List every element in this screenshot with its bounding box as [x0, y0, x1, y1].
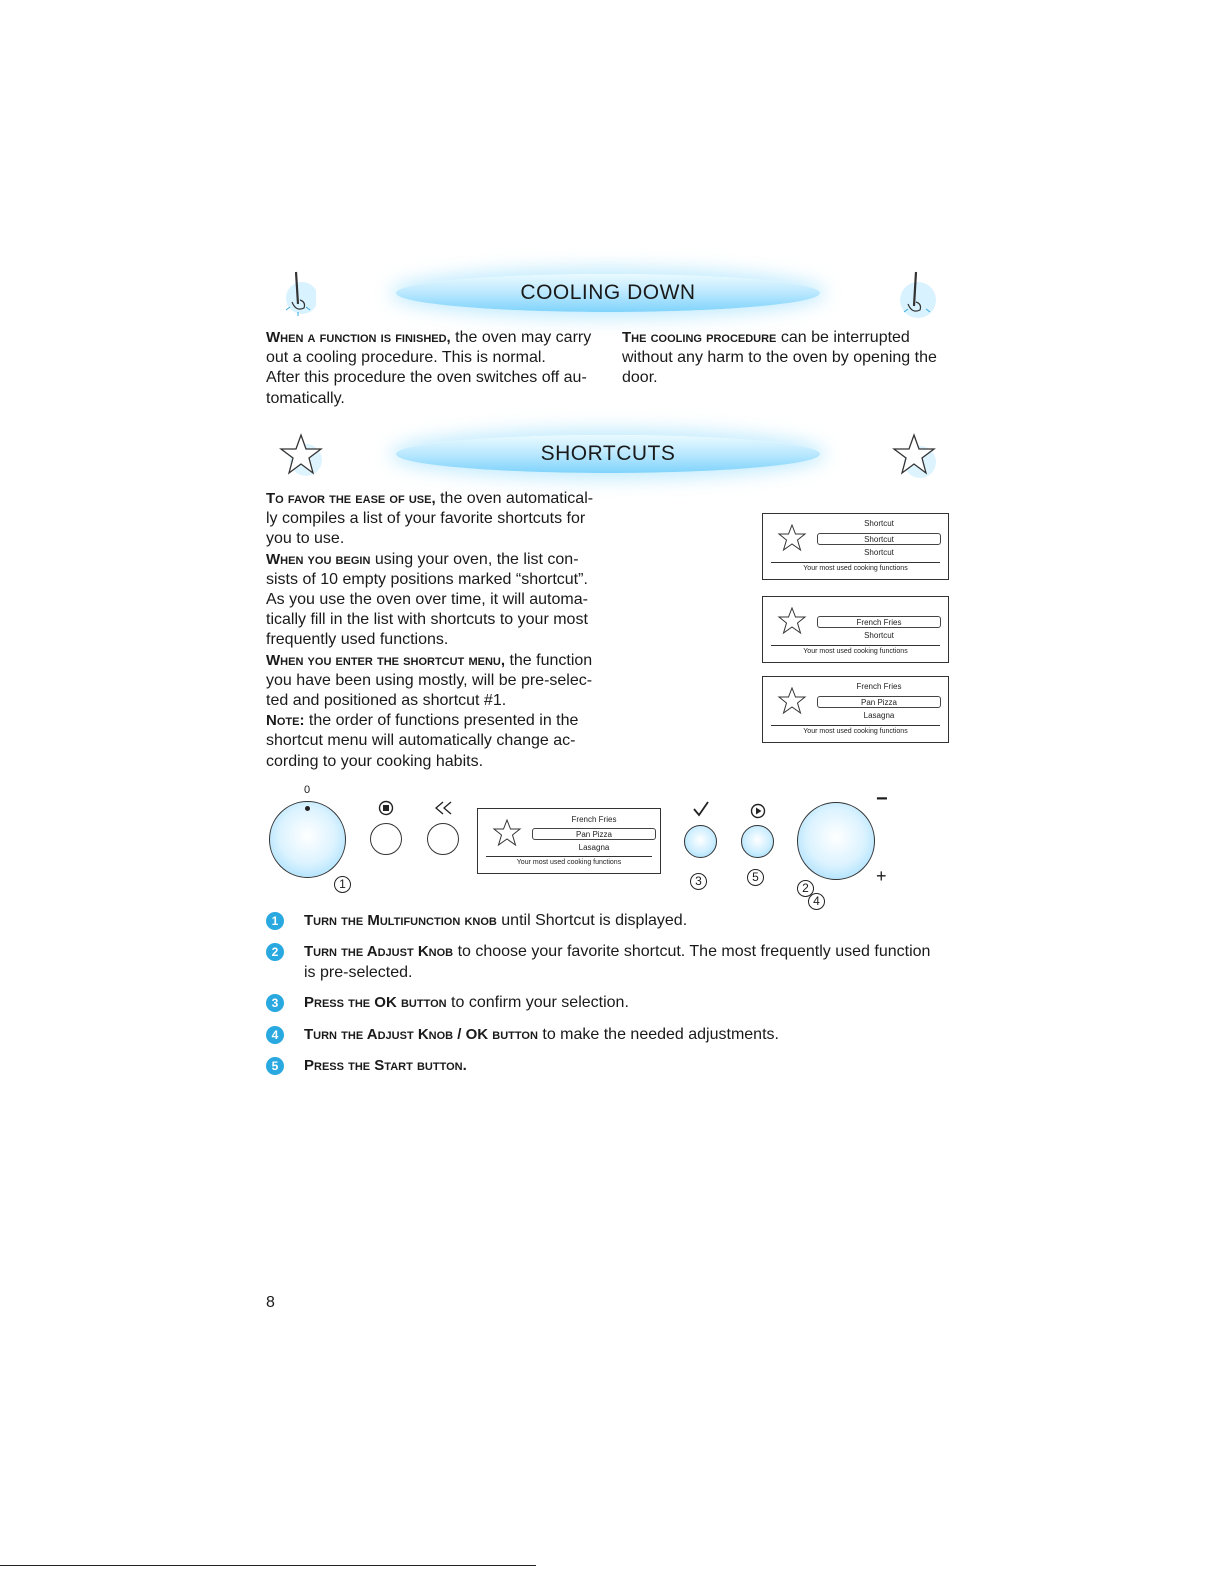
step-2-lead: Turn the Adjust Knob [304, 943, 454, 960]
bottom-rule [0, 1565, 536, 1566]
cooling-left-paragraph [266, 328, 596, 409]
step-4-text: to make the needed adjustments. [537, 1026, 779, 1043]
step-1-text: until Shortcut is displayed. [496, 912, 688, 929]
callout-2: 2 [797, 880, 814, 897]
star-icon-right [890, 432, 942, 485]
panel-display-footer: Your most used cooking functions [516, 859, 622, 866]
plus-label: + [876, 866, 887, 886]
ok-button[interactable] [684, 825, 717, 858]
minus-label: − [876, 788, 888, 810]
display-3-top: French Fries [856, 682, 902, 691]
thermometer-icon-right [898, 268, 938, 329]
cooling-down-title: COOLING DOWN [520, 281, 696, 304]
step-3-number: 3 [266, 994, 284, 1012]
shortcuts-p2-text: using your oven, the list con-sists of 10 empty positions marked “shortcut”. As you use the oven over time, it will automa-tically fill in the list with shortcuts to your most frequently used functions. [266, 550, 588, 649]
rewind-icon [434, 801, 454, 815]
step-2-text: to choose your favorite shortcut. The most frequently used function is pre-selected. [304, 943, 931, 981]
callout-5: 5 [747, 869, 764, 886]
multifunction-knob[interactable] [269, 801, 346, 878]
star-icon [492, 819, 522, 847]
star-icon [777, 687, 807, 715]
display-3-selected: Pan Pizza [817, 696, 941, 708]
display-1-selected: Shortcut [817, 533, 941, 545]
display-3-rule [771, 725, 940, 726]
shortcut-display-2 [762, 596, 949, 663]
panel-display [477, 808, 661, 874]
panel-display-selected: Pan Pizza [532, 828, 656, 840]
panel-display-rule [486, 856, 652, 857]
shortcuts-title: SHORTCUTS [540, 442, 676, 465]
knob-indicator-dot [305, 806, 310, 811]
callout-4: 4 [808, 893, 825, 910]
shortcuts-p1-lead: To favor the ease of use, [266, 490, 436, 507]
star-icon [777, 607, 807, 635]
shortcuts-paragraph [266, 489, 598, 772]
play-icon [750, 803, 766, 819]
start-button[interactable] [741, 825, 774, 858]
knob-zero-label: 0 [304, 784, 311, 796]
step-3-text: to confirm your selection. [446, 994, 629, 1011]
check-icon [692, 801, 710, 817]
cooling-left-text1: the oven may carry out a cooling procedure. This is normal. [266, 329, 592, 367]
step-5-lead: Press the Start button. [304, 1057, 467, 1074]
shortcuts-p3-text: the function you have been using mostly, will be pre-selec-ted and positioned as shortcut #1. [266, 651, 593, 710]
display-2-top [817, 601, 941, 613]
display-1-top: Shortcut [864, 519, 894, 528]
display-1-bottom: Shortcut [864, 548, 894, 557]
display-2-rule [771, 645, 940, 646]
cooling-left-lead: When a function is finished, [266, 329, 451, 346]
adjust-knob[interactable] [797, 802, 875, 880]
cooling-down-banner [396, 274, 820, 312]
back-button[interactable] [427, 823, 459, 855]
display-2-selected: French Fries [817, 616, 941, 628]
step-1-number: 1 [266, 912, 284, 930]
display-2-bottom: Shortcut [864, 631, 894, 640]
cooling-right-text: can be interrupted without any harm to the oven by opening the door. [622, 329, 937, 387]
shortcuts-p1-text: the oven automatical-ly compiles a list of your favorite shortcuts for you to use. [266, 490, 594, 548]
page-number: 8 [266, 1294, 275, 1311]
step-3-lead: Press the OK button [304, 994, 447, 1011]
cooling-left-text2: After this procedure the oven switches off au-tomatically. [266, 369, 587, 407]
display-3-bottom: Lasagna [863, 711, 895, 720]
step-1-lead: Turn the Multifunction knob [304, 912, 497, 929]
stop-icon [378, 800, 394, 816]
thermometer-icon-left [280, 268, 316, 325]
display-1-footer: Your most used cooking functions [803, 565, 908, 572]
step-2-number: 2 [266, 943, 284, 961]
shortcut-display-3 [762, 676, 949, 743]
star-icon-left [278, 432, 328, 483]
panel-display-top: French Fries [571, 815, 617, 824]
shortcuts-banner [396, 435, 820, 473]
step-4-lead: Turn the Adjust Knob / OK button [304, 1026, 538, 1043]
stop-button[interactable] [370, 823, 402, 855]
star-icon [777, 524, 807, 552]
cooling-right-lead: The cooling procedure [622, 329, 777, 346]
callout-3: 3 [690, 873, 707, 890]
step-4-number: 4 [266, 1026, 284, 1044]
cooling-right-paragraph [622, 328, 948, 389]
display-3-footer: Your most used cooking functions [803, 728, 908, 735]
shortcuts-p4-lead: Note: [266, 712, 305, 730]
panel-display-bottom: Lasagna [578, 843, 610, 852]
shortcut-display-1 [762, 513, 949, 580]
shortcuts-p2-lead: When you begin [266, 550, 371, 568]
display-2-footer: Your most used cooking functions [803, 648, 908, 655]
display-1-rule [771, 562, 940, 563]
shortcuts-p3-lead: When you enter the shortcut menu, [266, 651, 505, 669]
shortcuts-p4-text: the order of functions presented in the shortcut menu will automatically change ac-cording to your cooking habits. [266, 712, 579, 770]
callout-1: 1 [334, 876, 351, 893]
step-5-number: 5 [266, 1057, 284, 1075]
